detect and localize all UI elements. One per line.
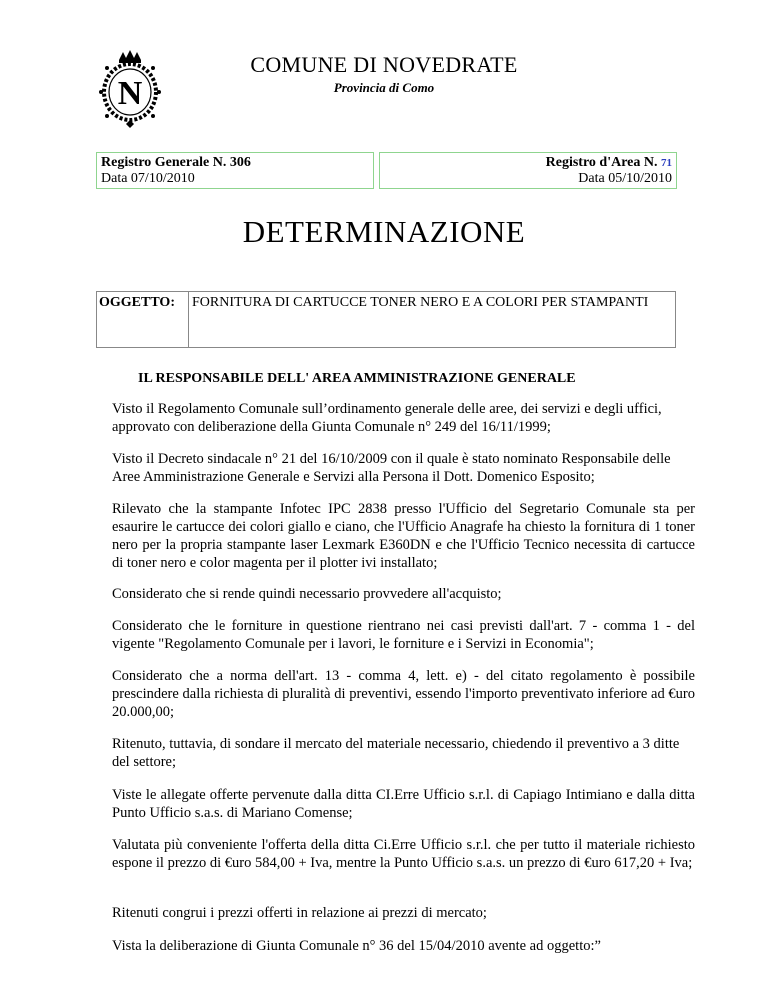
paragraph-deliberazione: Vista la deliberazione di Giunta Comunale n° 36 del 15/04/2010 avente ad oggetto:” bbox=[112, 938, 601, 954]
paragraph-valutata: Valutata più conveniente l'offerta della ditta Ci.Erre Ufficio s.r.l. che per tutto il materiale richiesto espone il prezzo di €uro 584,00 + Iva, mentre la Punto Ufficio s.a.s. un prezzo di €uro 617,20 + Iva; bbox=[112, 837, 695, 871]
document-title: DETERMINAZIONE bbox=[242, 214, 526, 249]
subject-box bbox=[96, 291, 676, 348]
paragraph-decreto: Visto il Decreto sindacale n° 21 del 16/10/2009 con il quale è stato nominato Responsabile delle Aree Amministrazione Generale e Servizi alla Persona il Dott. Domenico Esposito; bbox=[112, 451, 671, 485]
paragraph-mercato: Ritenuto, tuttavia, di sondare il mercato del materiale necessario, chiedendo il preventivo a 3 ditte del settore; bbox=[112, 736, 680, 770]
area-registry-number: 71 bbox=[661, 157, 672, 169]
logo-letter: N bbox=[117, 75, 143, 112]
paragraph-forniture: Considerato che le forniture in questione rientrano nei casi previsti dall'art. 7 - comma 1 - del vigente "Regolamento Comunale per i lavori, le forniture e i Servizi in Economia"; bbox=[112, 618, 695, 652]
responsible-heading: IL RESPONSABILE DELL' AREA AMMINISTRAZIONE GENERALE bbox=[138, 371, 576, 386]
subject-label: OGGETTO: bbox=[99, 295, 175, 310]
area-registry-date: Data 05/10/2010 bbox=[578, 171, 672, 186]
paragraph-offerte: Viste le allegate offerte pervenute dalla ditta CI.Erre Ufficio s.r.l. di Capiago Intimiano e dalla ditta Punto Ufficio s.a.s. di Mariano Comense; bbox=[112, 787, 695, 821]
area-registry-label: Registro d'Area N. bbox=[545, 155, 661, 170]
subject-divider bbox=[188, 292, 189, 347]
province-name: Provincia di Como bbox=[333, 80, 435, 95]
area-registry-box bbox=[379, 152, 677, 189]
paragraph-art13: Considerato che a norma dell'art. 13 - comma 4, lett. e) - del citato regolamento è possibile prescindere dalla richiesta di pluralità di preventivi, essendo l'importo preventivato inferiore ad €uro 20.000,00; bbox=[112, 668, 695, 720]
paragraph-stampante: Rilevato che la stampante Infotec IPC 2838 presso l'Ufficio del Segretario Comunale sta per esaurire le cartucce dei colori giallo e ciano, che l'Ufficio Anagrafe ha chiesto la fornitura di 1 toner nero per la propria stampante laser Lexmark E360DN e che l'Ufficio Tecnico necessita di cartucce di toner nero e color magenta per il plotter ivi installato; bbox=[112, 501, 695, 571]
general-registry-date: Data 07/10/2010 bbox=[101, 171, 195, 186]
paragraph-acquisto: Considerato che si rende quindi necessario provvedere all'acquisto; bbox=[112, 586, 502, 602]
paragraph-congrui: Ritenuti congrui i prezzi offerti in relazione ai prezzi di mercato; bbox=[112, 905, 487, 921]
municipality-name: COMUNE DI NOVEDRATE bbox=[250, 52, 518, 77]
paragraph-regolamento: Visto il Regolamento Comunale sull’ordinamento generale delle aree, dei servizi e degli uffici, approvato con deliberazione della Giunta Comunale n° 249 del 16/11/1999; bbox=[112, 401, 662, 435]
subject-text: FORNITURA DI CARTUCCE TONER NERO E A COLORI PER STAMPANTI bbox=[192, 295, 649, 310]
general-registry-box bbox=[96, 152, 374, 189]
general-registry-number: Registro Generale N. 306 bbox=[101, 155, 251, 170]
